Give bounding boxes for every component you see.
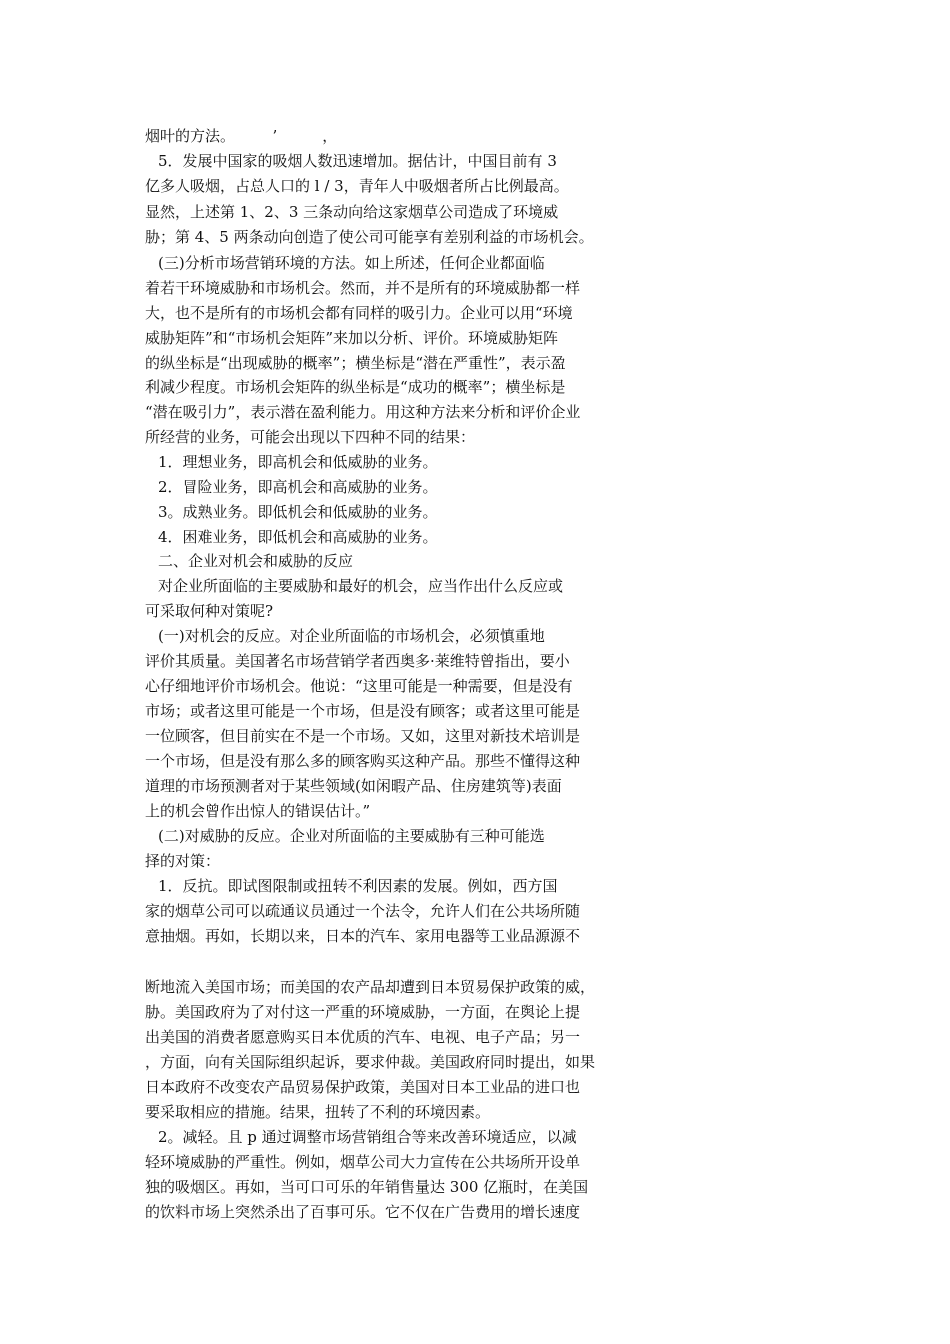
text-line: 亿多人吸烟，占总人口的 l / 3，青年人中吸烟者所占比例最高。	[145, 177, 569, 195]
text-line: 一位顾客，但目前实在不是一个市场。又如，这里对新技术培训是	[145, 727, 581, 745]
text-line: 大，也不是所有的市场机会都有同样的吸引力。企业可以用“环境	[145, 304, 573, 322]
text-line: 要采取相应的措施。结果，扭转了不利的环境因素。	[145, 1103, 491, 1121]
text-line: ，方面，向有关国际组织起诉，要求仲裁。美国政府同时提出，如果	[145, 1053, 596, 1071]
text-line: 利减少程度。市场机会矩阵的纵坐标是“成功的概率”；横坐标是	[145, 378, 566, 396]
text-line: 的饮料市场上突然杀出了百事可乐。它不仅在广告费用的增长速度	[145, 1203, 581, 1221]
text-line: 所经营的业务，可能会出现以下四种不同的结果：	[145, 428, 476, 446]
section-heading: 二、企业对机会和威胁的反应	[158, 552, 354, 570]
text-line: 出美国的消费者愿意购买日本优质的汽车、电视、电子产品；另一	[145, 1028, 581, 1046]
text-line: (一)对机会的反应。对企业所面临的市场机会，必须慎重地	[158, 627, 545, 645]
text-line: 日本政府不改变农产品贸易保护政策，美国对日本工业品的进口也	[145, 1078, 581, 1096]
text-line: 轻环境威胁的严重性。例如，烟草公司大力宣传在公共场所开设单	[145, 1153, 581, 1171]
text-line: 可采取何种对策呢?	[145, 602, 274, 620]
text-line: 评价其质量。美国著名市场营销学者西奥多·莱维特曾指出，要小	[145, 652, 570, 670]
list-item: 2。减轻。且 p 通过调整市场营销组合等来改善环境适应，以减	[158, 1128, 577, 1146]
text-line: 胁；第 4、5 两条动向创造了使公司可能享有差别利益的市场机会。	[145, 228, 594, 246]
text-line: 的纵坐标是“出现威胁的概率”；横坐标是“潜在严重性”，表示盈	[145, 354, 566, 372]
text-line: 5．发展中国家的吸烟人数迅速增加。据估计，中国目前有 3	[158, 152, 557, 170]
list-item: 4．困难业务，即低机会和高威胁的业务。	[158, 528, 438, 546]
text-line: 对企业所面临的主要威胁和最好的机会，应当作出什么反应或	[158, 577, 564, 595]
text-line: 胁。美国政府为了对付这一严重的环境威胁，一方面，在舆论上提	[145, 1003, 581, 1021]
text-line: 择的对策：	[145, 852, 221, 870]
text-line: 一个市场，但是没有那么多的顾客购买这种产品。那些不懂得这种	[145, 752, 581, 770]
text-line: 威胁矩阵”和“市场机会矩阵”来加以分析、评价。环境威胁矩阵	[145, 329, 559, 347]
text-line: 意抽烟。再如，长期以来，日本的汽车、家用电器等工业品源源不	[145, 927, 581, 945]
text-line: 市场；或者这里可能是一个市场，但是没有顾客；或者这里可能是	[145, 702, 581, 720]
list-item: 3。成熟业务。即低机会和低威胁的业务。	[158, 503, 438, 521]
list-item: 2．冒险业务，即高机会和高威胁的业务。	[158, 478, 438, 496]
text-line: 家的烟草公司可以疏通议员通过一个法令，允许人们在公共场所随	[145, 902, 581, 920]
list-item: 1．反抗。即试图限制或扭转不利因素的发展。例如，西方国	[158, 877, 558, 895]
text-line: 道理的市场预测者对于某些领域(如闲暇产品、住房建筑等)表面	[145, 777, 562, 795]
text-line: 显然，上述第 1、2、3 三条动向给这家烟草公司造成了环境威	[145, 203, 559, 221]
text-line: 心仔细地评价市场机会。他说：“这里可能是一种需要，但是没有	[145, 677, 573, 695]
text-line: (二)对威胁的反应。企业对所面临的主要威胁有三种可能选	[158, 827, 545, 845]
text-line: 独的吸烟区。再如，当可口可乐的年销售量达 300 亿瓶时，在美国	[145, 1178, 589, 1196]
text-line: (三)分析市场营销环境的方法。如上所述，任何企业都面临	[158, 254, 545, 272]
list-item: 1．理想业务，即高机会和低威胁的业务。	[158, 453, 438, 471]
text-line: 上的机会曾作出惊人的错误估计。”	[145, 802, 371, 820]
text-line: “潜在吸引力”，表示潜在盈利能力。用这种方法来分析和评价企业	[145, 403, 581, 421]
text-line: 烟叶的方法。 ’ ，	[145, 127, 338, 145]
text-line: 断地流入美国市场；而美国的农产品却遭到日本贸易保护政策的威，	[145, 978, 596, 996]
text-line: 着若干环境威胁和市场机会。然而，并不是所有的环境威胁都一样	[145, 279, 581, 297]
